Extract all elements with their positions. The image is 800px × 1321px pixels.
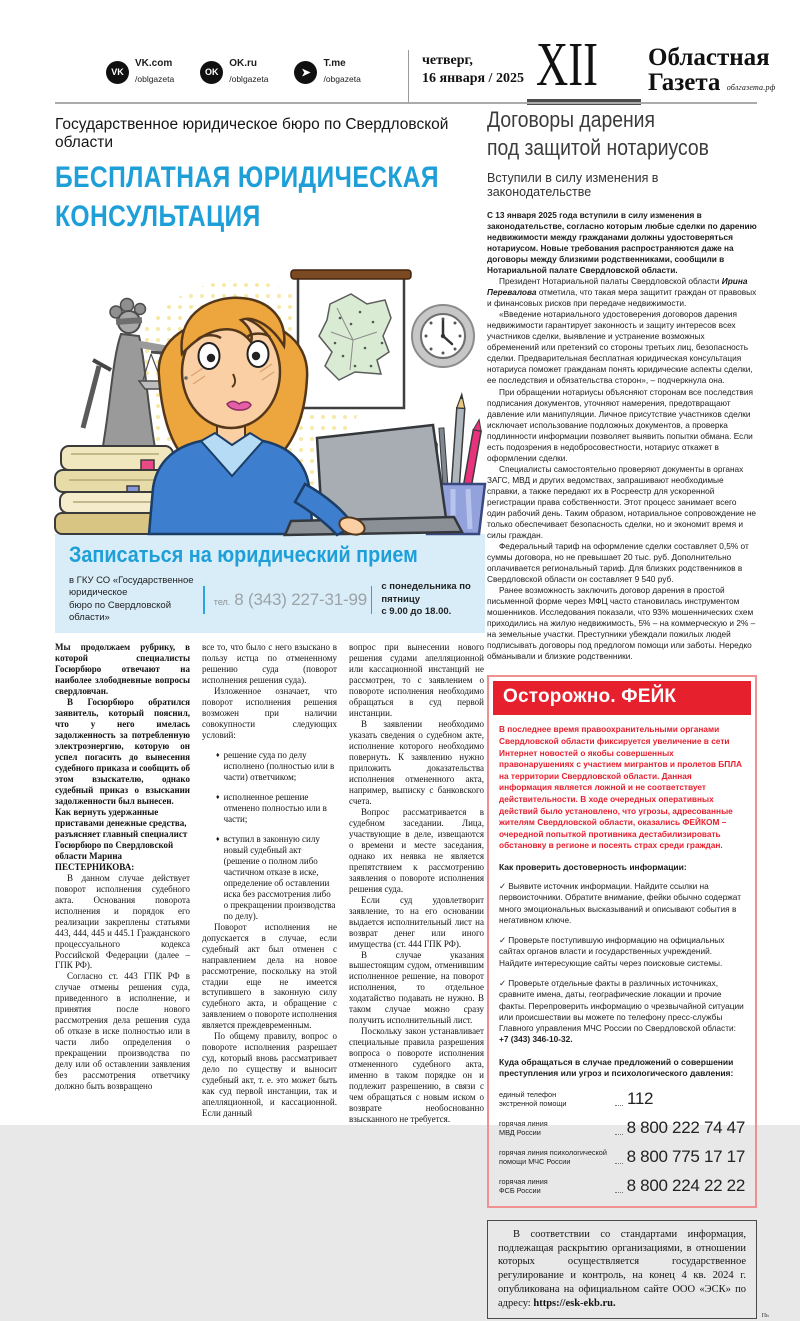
esk-url: https://esk-ekb.ru.	[533, 1298, 616, 1310]
dotted-leader	[615, 1133, 623, 1135]
hotline-label	[499, 1119, 613, 1138]
paragraph: В Госюрбюро обратился заявитель, который пояснил, что у него имелась задолженность за потребленную электроэнергию, которую он успел погасить до вынесения судебного приказа и сообщить об этом взыскателю, однако судебный приказ о взыскании задолженности был вынесен.	[55, 697, 190, 806]
paragraph: Если суд удовлетворит заявление, то на его основании выдается исполнительный лист на возврат денег или иного имущества (ст. 444 ГПК РФ).	[349, 894, 484, 949]
hotline-label-line2: экстренной помощи	[499, 1099, 567, 1109]
hours-line2: с 9.00 до 18.00.	[381, 605, 452, 617]
hotline-number: 8 800 775 17 17	[626, 1146, 745, 1166]
paragraph: Как вернуть удержанные приставами денежные средства, разъясняет главный специалист Госюрбюро по Свердловской области Марина ПЕСТЕРНИКОВА:	[55, 806, 188, 872]
notary-article-title	[487, 106, 725, 161]
hotline-label	[499, 1090, 613, 1109]
phone-label: тел.	[213, 596, 231, 607]
hotline-label-line2: ФСБ России	[499, 1186, 541, 1196]
header-divider	[408, 50, 409, 102]
fake-warning-intro: В последнее время правоохранительными органами Свердловской области фиксируется увеличение в сети Интернет новостей о якобы совершенных правонарушениях с участием мигрантов и пролетов БПЛА на территории Свердловской области. Данная информация является ложной и не соответствует действительности. В ходе очередных оперативных действий было установлено, что угрозы, адресованные жителям Свердловской области, оказались ФЕЙКОМ – очередной попыткой противника дестабилизировать обстановку в регионе и посеять страх среди граждан.	[499, 724, 743, 851]
vk-icon: VK	[106, 61, 129, 84]
banner-separator	[371, 586, 373, 614]
vk-network: VK.com	[135, 58, 173, 69]
bullet-text: исполненное решение отменено полностью или в части;	[223, 792, 327, 824]
ad-marker: Пь	[761, 1312, 769, 1320]
notary-subtitle: Вступили в силу изменения в законодательстве	[487, 171, 659, 199]
paragraph: В заявлении необходимо указать сведения о судебном акте, исполнение которого необходимо повернуть. К заявлению нужно приложить доказательства исполнения отмененного акта, например, выписку с банковского счета.	[349, 719, 484, 806]
check-item	[499, 935, 745, 969]
masthead-line2: Газета	[648, 68, 721, 96]
social-links	[106, 58, 361, 87]
bullet-item	[202, 750, 337, 783]
check-icon: ✓	[499, 935, 506, 946]
dotted-leader	[615, 1104, 623, 1106]
paragraph: В данном случае действует поворот исполнения судебного акта. Основания поворота исполнения и порядок его реализации закреплены статьями 443, 444, 445 и 445.1 Гражданского процессуального кодекса Российской Федерации (далее – ГПК РФ).	[55, 872, 190, 971]
vk-handle: /oblgazeta	[135, 74, 175, 84]
hotline-label-line1: горячая линия психологической	[499, 1147, 607, 1157]
masthead	[648, 46, 776, 95]
paragraph: При обращении нотариусы объясняют сторонам все последствия подписания документов, уточняют намерения, предотвращают давление или манипуляции. Личное присутствие участников сделки исключает использование подложных документов, а проверка подлинности информации позволяет выявить попытки обмана. Если есть подозрения в недобросовестности, нотариус откажет в оформлении сделки.	[487, 386, 753, 463]
paragraph: Поскольку закон устанавливает специальные правила разрешения вопроса о повороте исполнения отмененного судебного акта, именно в таком порядке он и подлежит разрешению, в связи с чем обращаться с новым иском о возврате необоснованно взысканного не требуется.	[349, 1026, 484, 1125]
hotline-row	[499, 1118, 745, 1138]
bullet-icon: ♦	[216, 834, 220, 843]
hotline-row	[499, 1176, 745, 1196]
dotted-leader	[615, 1162, 623, 1164]
notary-title-line2: под защитой нотариусов	[487, 134, 709, 160]
paragraph: «Введение нотариального удостоверения договоров дарения недвижимости гарантирует законность и защиту интересов всех участников сделки, выявление и устранение возможных обременений или претензий со стороны третьих лиц, безопасность сделки. Предварительная бесплатная юридическая консультация нотариуса поможет гражданам понять юридические аспекты сделки, ее последствия и обязательства сторон», – подчеркнула она.	[487, 309, 753, 386]
hotline-label-line2: помощи МЧС России	[499, 1157, 571, 1167]
notary-body	[487, 210, 757, 662]
appointment-org	[69, 575, 194, 624]
headline-line2: КОНСУЛЬТАЦИЯ	[55, 200, 261, 233]
paragraph: По общему правилу, вопрос о повороте исполнения разрешает суд, который вновь рассматривает дело по существу и выносит судебный акт, т. е. это может быть как суд первой инстанции, так и апелляционной, и кассационной. Если данный	[202, 1031, 337, 1119]
paragraph: Мы продолжаем рубрику, в которой специалисты Госюрбюро отвечают на наиболее злободневные вопросы свердловчан.	[55, 642, 190, 697]
paragraph: вопрос при вынесении нового решения судами апелляционной или кассационной инстанций не рассмотрен, то с заявлением о повороте исполнения необходимо обращаться в суд первой инстанции.	[349, 642, 484, 719]
bullet-item	[202, 792, 337, 825]
hotline-number: 8 800 222 74 47	[626, 1117, 745, 1137]
hours-line1: с понедельника по пятницу	[381, 581, 471, 605]
ok-icon: OK	[200, 61, 223, 84]
paragraph: Ранее возможность заключить договор дарения в простой письменной форме через МФЦ часто становилась инструментом мошенников. Исследования показали, что 93% мошеннических схем приходились на жилую недвижимость, 5% – на коммерческую и 2% – на земельные участки. Преступники убеждали пожилых людей подписывать договоры под предлогом помощи или заботы. Нередко обманывали и близкие родственники.	[487, 585, 756, 662]
issue-date	[422, 52, 524, 88]
telegram-handle: /obgazeta	[323, 74, 361, 84]
paragraph: Вопрос рассматривается в судебном заседании. Лица, участвующие в деле, извещаются о времени и месте заседания, однако их неявка не является препятствием к рассмотрению заявления о повороте исполнения решения суда.	[349, 806, 484, 894]
esk-text: В соответствии со стандартами информация, подлежащая раскрытию организациями, в отношении которых осуществляется государственное регулирование и контроль, на конец 4 кв. 2024 г. опубликована на официальном сайте ООО «ЭСК» по адресу:	[498, 1228, 746, 1310]
text-column-1	[55, 642, 190, 1125]
hotline-label-line1: горячая линия	[499, 1176, 548, 1186]
paragraph-text: Президент Нотариальной палаты Свердловской области	[499, 276, 722, 287]
appointment-org-line1: в ГКУ СО «Государственное юридическое	[69, 575, 194, 599]
telegram-network: T.me	[323, 58, 346, 69]
check-text: Проверьте поступившую информацию на официальных сайтах органов власти и государственных учреждений. Найдите интересующие сайты через поисковые системы.	[499, 935, 725, 968]
lead-article	[55, 116, 485, 1125]
fake-warning-title: Осторожно. ФЕЙК	[493, 681, 751, 715]
hotline-label	[499, 1177, 613, 1196]
esk-disclosure-notice	[487, 1220, 769, 1320]
notary-title-line1: Договоры дарения	[487, 107, 655, 132]
fake-check-title: Как проверить достоверность информации:	[499, 861, 687, 872]
person-name: Ирина Перевалова	[487, 276, 748, 298]
appointment-banner	[55, 534, 485, 633]
fake-where-title: Куда обращаться в случае предложений о совершении преступления или угроз и психологического давления:	[499, 1056, 734, 1079]
article-body-columns	[55, 642, 485, 1125]
fake-warning-box	[487, 675, 757, 1207]
issue-date-day: 16 января / 2025	[422, 71, 524, 87]
telegram-icon: ➤	[294, 61, 317, 84]
social-vk	[106, 58, 174, 87]
social-telegram	[294, 58, 360, 87]
check-icon: ✓	[499, 880, 506, 891]
paragraph: Специалисты самостоятельно проверяют документы в органах ЗАГС, МВД и других ведомствах, запрашивают необходимые справки, а также передают их в Росреестр для ускоренной регистрации права собственности. Этот процесс занимает всего один рабочий день. Таким образом, нотариальное сопровождение не только обеспечивает безопасность сделки, но и экономит время и силы граждан.	[487, 463, 757, 540]
header-rule	[55, 102, 757, 104]
page-number: XII	[536, 31, 598, 99]
appointment-title: Записаться на юридический прием	[69, 542, 418, 567]
paragraph: Согласно ст. 443 ГПК РФ в случае отмены решения суда, приведенного в исполнение, и принятия после нового рассмотрения дела решения суда об отказе в иске полностью или в части либо определения о прекращении производства по делу или об оставлении заявления без рассмотрения ответчику должно быть возвращено	[55, 971, 190, 1092]
check-icon: ✓	[499, 977, 506, 988]
paragraph: Федеральный тариф на оформление сделки составляет 0,5% от суммы договора, но не превышает 20 тыс. руб. Дополнительно оплачивается региональный тариф. Для близких родственников в Свердловской области он составляет 9 540 руб.	[487, 540, 749, 585]
ok-network: OK.ru	[229, 58, 258, 69]
paragraph: С 13 января 2025 года вступили в силу изменения в законодательстве, согласно которым любые сделки по дарению недвижимости между гражданами должны удостоверяться нотариусом. Новые требования распространяются даже на договоры между близкими родственниками, сообщили в Нотариальной палате Свердловской области.	[487, 210, 757, 276]
masthead-site: облгазета.рф	[726, 82, 776, 92]
banner-separator	[203, 586, 205, 614]
paragraph-text: отметила, что такая мера защитит граждан от правовых и финансовых рисков при передаче недвижимости.	[487, 287, 757, 309]
hotline-number: 8 800 224 22 22	[626, 1175, 745, 1195]
bullet-icon: ♦	[216, 793, 220, 801]
wall-clock	[412, 305, 474, 367]
article-kicker: Государственное юридическое бюро по Свердловской области	[55, 116, 449, 151]
bullet-icon: ♦	[216, 751, 220, 760]
hotline-label-line1: единый телефон	[499, 1089, 557, 1099]
phone-number: 8 (343) 227-31-99	[234, 589, 367, 609]
dotted-leader	[615, 1191, 623, 1193]
appointment-phone	[213, 589, 367, 610]
hotline-row	[499, 1089, 745, 1109]
paragraph: В случае указания вышестоящим судом, отменившим исполненное решение, на поворот исполнения, то отдельное ходатайство подавать не нужно. В таком случае можно сразу получить исполнительный лист.	[349, 949, 484, 1026]
bullet-text: решение суда по делу исполнено (полностью или в части) ответчиком;	[223, 750, 335, 783]
social-ok	[200, 58, 268, 87]
hotline-label	[499, 1148, 613, 1167]
check-text: Выявите источник информации. Найдите ссылки на первоисточники. Обратите внимание, фейки обычно содержат много эмоциональных высказываний и описывают события в негативном ключе.	[499, 880, 742, 925]
article-headline	[55, 158, 440, 236]
check-text: Проверьте отдельные факты в различных источниках, сравните имена, даты, географические локации и прочие факты. Перепроверить информацию о чрезвычайной ситуации или происшествии вы можете по телефону пресс-службы Главного управления МЧС России по Свердловской области:	[499, 977, 744, 1034]
issue-date-weekday: четверг,	[422, 53, 473, 68]
paragraph: Изложенное означает, что поворот исполнения решения возможен при наличии совокупности следующих условий:	[202, 686, 337, 741]
text-column-3	[349, 642, 484, 1125]
check-item	[499, 978, 745, 1046]
paragraph: Поворот исполнения не допускается в случае, если судебный акт был отменен с направлением дела на новое рассмотрение, поскольку на этой стадии еще не имеется вступившего в законную силу судебного акта, и обращение с заявлением о повороте исполнения является преждевременным.	[202, 921, 337, 1031]
headline-line1: БЕСПЛАТНАЯ ЮРИДИЧЕСКАЯ	[55, 161, 440, 194]
bullet-item	[202, 834, 337, 922]
hotline-label-line1: горячая линия	[499, 1118, 548, 1128]
appointment-org-line2: бюро по Свердловской области»	[69, 599, 172, 624]
illustration	[55, 248, 485, 534]
map-poster	[291, 270, 411, 408]
hotline-number: 112	[627, 1088, 654, 1108]
paragraph: все то, что было с него взыскано в пользу истца по отмененному решению суда (поворот исполнения решения суда).	[202, 642, 337, 686]
check-item	[499, 881, 745, 926]
text-column-2	[202, 642, 337, 1125]
appointment-hours	[381, 581, 485, 618]
masthead-line1: Областная	[648, 44, 770, 71]
ok-handle: /oblgazeta	[229, 74, 269, 84]
right-column	[487, 106, 769, 1320]
mchs-phone: +7 (343) 346-10-32.	[499, 1034, 573, 1045]
paragraph	[487, 276, 757, 309]
hotline-label-line2: МВД России	[499, 1128, 541, 1138]
hotline-row	[499, 1147, 745, 1167]
bullet-text: вступил в законную силу новый судебный акт (решение о полном либо частичном отказе в иске, определение об оставлении иска без рассмотрения либо о прекращении производства по делу).	[223, 833, 336, 921]
